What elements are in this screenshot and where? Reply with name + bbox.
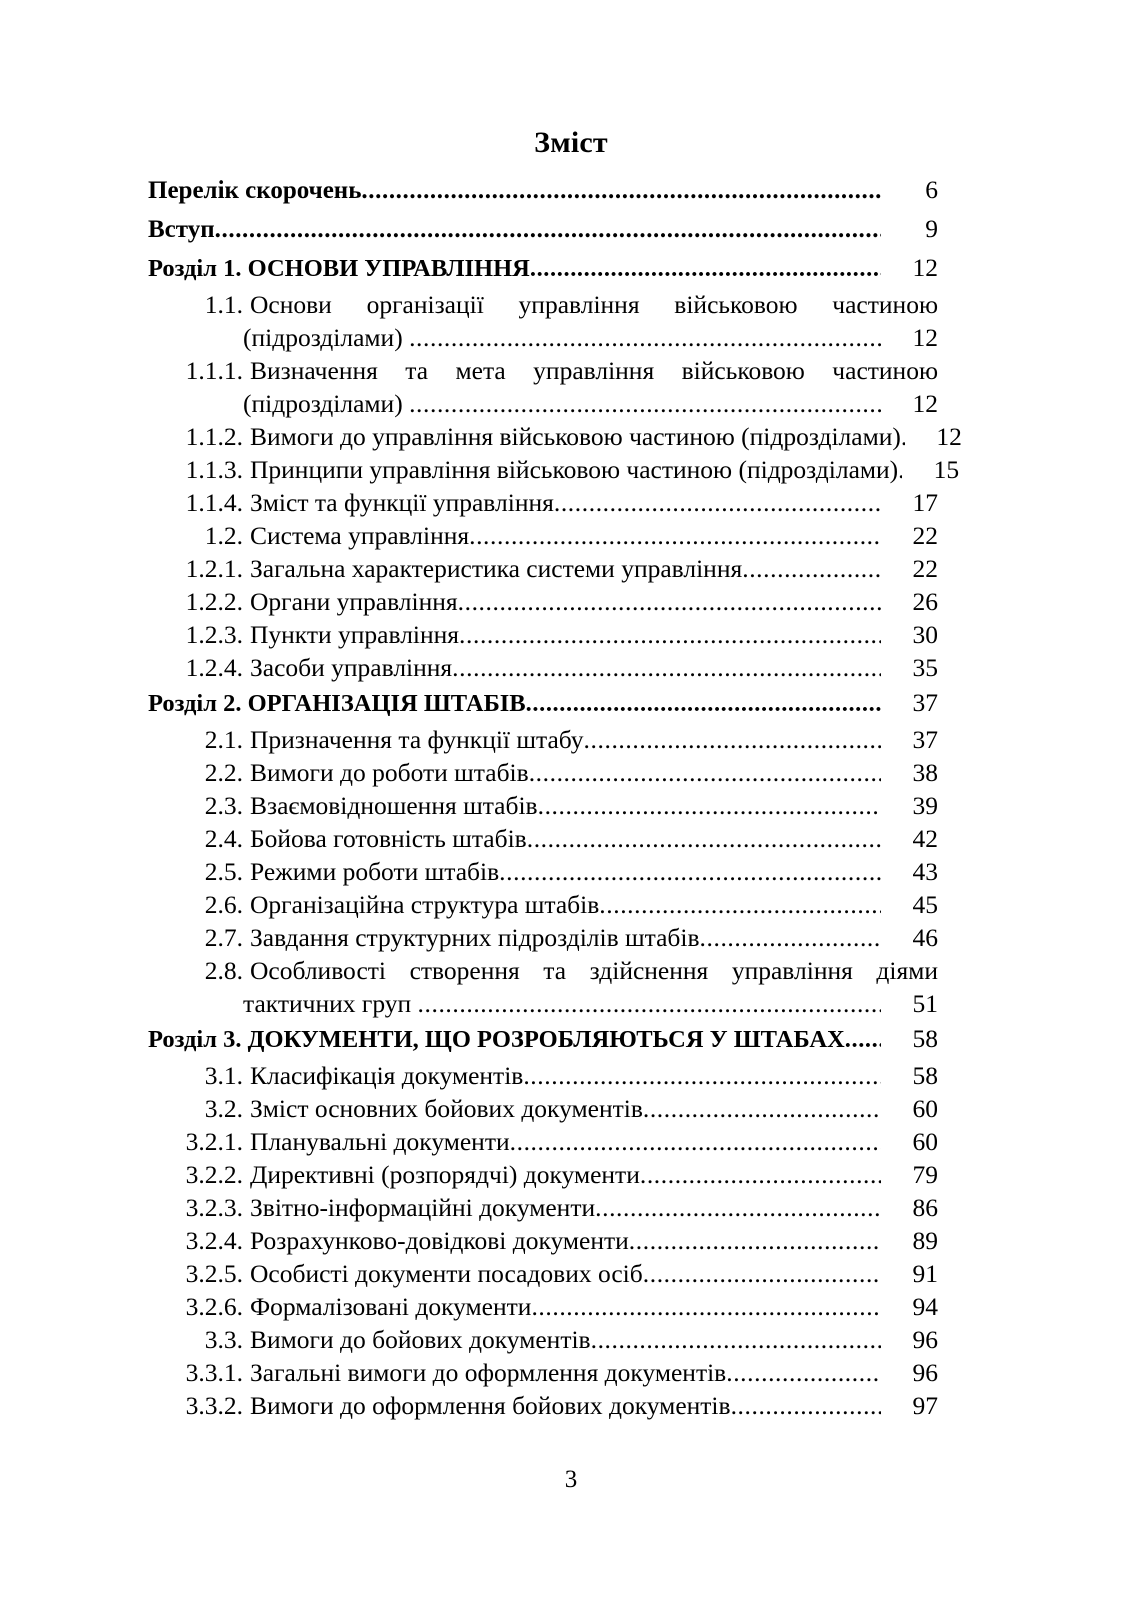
dot-leader [499, 855, 881, 888]
toc-page-number: 26 [912, 587, 938, 616]
toc-entry-number: 1.1.4. [185, 488, 243, 517]
toc-entry-number: Розділ 3. [148, 1026, 248, 1053]
toc-entry-number: 3.2.2. [185, 1160, 243, 1189]
toc-entry[interactable] [148, 1323, 938, 1356]
toc-page-number: 51 [912, 989, 938, 1018]
dot-leader [458, 585, 881, 618]
dot-leader [459, 618, 881, 651]
toc-page-number: 96 [912, 1325, 938, 1354]
dot-leader [595, 1191, 881, 1224]
toc-entry-label: Зміст та функції управління [250, 488, 554, 517]
dot-leader [215, 211, 881, 249]
dot-leader [554, 486, 881, 519]
toc-entry-label: Вимоги до бойових документів [250, 1325, 591, 1354]
dot-leader [530, 250, 881, 288]
toc-entry-number: 2.7. [204, 923, 243, 952]
dot-leader [898, 453, 902, 486]
toc-entry-number: 2.2. [204, 758, 243, 787]
toc-entry-label: Класифікація документів [250, 1061, 524, 1090]
toc-entry-number: 2.6. [204, 890, 243, 919]
toc-entry[interactable] [148, 1290, 938, 1323]
dot-leader [599, 888, 881, 921]
toc-entry[interactable] [148, 1257, 938, 1290]
toc-entry[interactable] [148, 954, 938, 1020]
toc-entry-label-continued: (підрозділами) [243, 389, 410, 418]
toc-entry-number: 1.2.3. [185, 620, 243, 649]
toc-entry-number: 1.1.2. [185, 422, 243, 451]
toc-page-number: 12 [912, 389, 938, 418]
dot-leader [523, 1059, 881, 1092]
dot-leader [526, 685, 881, 723]
toc-page-number: 97 [912, 1391, 938, 1420]
toc-entry-label: Вступ [148, 216, 215, 243]
toc-page-number: 45 [912, 890, 938, 919]
toc-entry[interactable] [148, 1125, 938, 1158]
toc-page-number: 86 [912, 1193, 938, 1222]
toc-page-number: 37 [912, 725, 938, 754]
toc-page-number: 17 [912, 488, 938, 517]
toc-entry[interactable] [148, 453, 960, 486]
toc-entry-number: 1.2. [204, 521, 243, 550]
toc-entry-label: Визначення та мета управління військовою частиною [250, 356, 938, 385]
toc-page-number: 60 [912, 1127, 938, 1156]
toc-entry[interactable] [148, 420, 962, 453]
toc-entry[interactable] [148, 354, 938, 420]
dot-leader [901, 420, 905, 453]
table-of-contents [148, 171, 962, 1422]
dot-leader [629, 1224, 881, 1257]
toc-entry[interactable] [148, 789, 938, 822]
toc-page-number: 43 [912, 857, 938, 886]
toc-entry-number: 1.2.1. [185, 554, 243, 583]
dot-leader [529, 756, 881, 789]
dot-leader [531, 1290, 881, 1323]
toc-entry-number: 3.3.2. [185, 1391, 243, 1420]
toc-entry[interactable] [148, 1092, 938, 1125]
toc-page-number: 9 [925, 214, 938, 243]
toc-entry-label: Принципи управління військовою частиною (підрозділами) [250, 455, 899, 484]
toc-entry[interactable] [148, 1059, 938, 1092]
toc-entry-label: ОРГАНІЗАЦІЯ ШТАБІВ [247, 690, 526, 717]
toc-entry-label: Директивні (розпорядчі) документи [250, 1160, 640, 1189]
toc-entry[interactable] [148, 1191, 938, 1224]
toc-page-number: 94 [912, 1292, 938, 1321]
dot-leader [643, 1257, 881, 1290]
dot-leader [538, 789, 881, 822]
toc-entry[interactable] [148, 618, 938, 651]
toc-entry-label: Особливості створення та здійснення управління діями [250, 956, 938, 985]
toc-entry-label-continued: тактичних груп [243, 989, 418, 1018]
toc-entry-label: Органи управління [250, 587, 458, 616]
toc-entry[interactable] [148, 210, 938, 249]
toc-entry-number: 3.3. [204, 1325, 243, 1354]
toc-entry-label: Організаційна структура штабів [250, 890, 600, 919]
toc-entry-label-continued: (підрозділами) [243, 323, 410, 352]
page-title: Зміст [534, 126, 608, 159]
toc-entry[interactable] [148, 888, 938, 921]
toc-entry[interactable] [148, 288, 938, 354]
toc-entry-number: 2.5. [204, 857, 243, 886]
dot-leader [409, 321, 881, 354]
toc-entry-number: 3.2.1. [185, 1127, 243, 1156]
toc-entry-number: 3.2.6. [185, 1292, 243, 1321]
toc-entry[interactable] [148, 249, 938, 288]
toc-entry-label: Планувальні документи [250, 1127, 510, 1156]
toc-entry-number: 2.4. [204, 824, 243, 853]
toc-page-number: 96 [912, 1358, 938, 1387]
toc-entry[interactable] [148, 855, 938, 888]
toc-entry-label: Вимоги до оформлення бойових документів [250, 1391, 731, 1420]
toc-entry[interactable] [148, 822, 938, 855]
toc-page-number: 12 [912, 253, 938, 282]
toc-page-number: 15 [933, 455, 960, 484]
toc-entry[interactable] [148, 1389, 938, 1422]
toc-entry-number: Розділ 2. [148, 690, 248, 717]
toc-entry-label: Засоби управління [250, 653, 453, 682]
toc-entry[interactable] [148, 486, 938, 519]
toc-entry[interactable] [148, 723, 938, 756]
dot-leader [845, 1021, 881, 1059]
toc-entry-number: 1.1.1. [185, 356, 243, 385]
toc-entry-label: Особисті документи посадових осіб [250, 1259, 643, 1288]
toc-entry-label: Завдання структурних підрозділів штабів [250, 923, 700, 952]
toc-entry-label: Система управління [250, 521, 470, 550]
toc-entry-label: Звітно-інформаційні документи [250, 1193, 596, 1222]
toc-page-number: 30 [912, 620, 938, 649]
toc-page-number: 35 [912, 653, 938, 682]
dot-leader [409, 387, 881, 420]
dot-leader [510, 1125, 881, 1158]
toc-entry[interactable] [148, 921, 938, 954]
toc-entry[interactable] [148, 1224, 938, 1257]
toc-page-number: 22 [912, 554, 938, 583]
toc-page-number: 89 [912, 1226, 938, 1255]
toc-entry-number: 3.2.5. [185, 1259, 243, 1288]
toc-entry-label: Вимоги до управління військовою частиною (підрозділами) [250, 422, 901, 451]
toc-page-number: 46 [912, 923, 938, 952]
toc-entry-label: Бойова готовність штабів [250, 824, 527, 853]
toc-entry-label: Розрахунково-довідкові документи [250, 1226, 629, 1255]
toc-entry-number: 3.2.4. [185, 1226, 243, 1255]
toc-page-number: 42 [912, 824, 938, 853]
dot-leader [640, 1158, 881, 1191]
toc-entry[interactable] [148, 1158, 938, 1191]
toc-entry[interactable] [148, 171, 938, 210]
toc-entry-label: Пункти управління [250, 620, 460, 649]
toc-entry[interactable] [148, 684, 938, 723]
dot-leader [584, 723, 881, 756]
dot-leader [726, 1356, 881, 1389]
toc-page-number: 6 [925, 175, 938, 204]
toc-entry-label: ОСНОВИ УПРАВЛІННЯ [247, 255, 530, 282]
toc-entry-number: 1.2.2. [185, 587, 243, 616]
toc-entry-label: Вимоги до роботи штабів [250, 758, 529, 787]
toc-entry[interactable] [148, 1020, 938, 1059]
toc-page-number: 79 [912, 1160, 938, 1189]
toc-entry-number: 2.8. [204, 956, 243, 985]
toc-page-number: 12 [912, 323, 938, 352]
toc-page-number: 39 [912, 791, 938, 820]
dot-leader [361, 172, 881, 210]
toc-entry[interactable] [148, 585, 938, 618]
toc-page-number: 58 [912, 1024, 938, 1053]
footer-page-number: 3 [564, 1466, 578, 1493]
toc-entry-label: Загальні вимоги до оформлення документів [250, 1358, 727, 1387]
dot-leader [731, 1389, 881, 1422]
toc-entry[interactable] [148, 756, 938, 789]
toc-entry-number: 2.3. [204, 791, 243, 820]
toc-entry-label: Взаємовідношення штабів [250, 791, 538, 820]
toc-entry[interactable] [148, 552, 938, 585]
dot-leader [643, 1092, 881, 1125]
dot-leader [527, 822, 881, 855]
toc-entry-label: Загальна характеристика системи управління [250, 554, 743, 583]
toc-page-number: 91 [912, 1259, 938, 1288]
toc-entry[interactable] [148, 519, 938, 552]
toc-entry-number: 3.1. [204, 1061, 243, 1090]
dot-leader [469, 519, 881, 552]
toc-entry-label: ДОКУМЕНТИ, ЩО РОЗРОБЛЯЮТЬСЯ У ШТАБАХ [247, 1026, 845, 1053]
toc-entry-number: 1.2.4. [185, 653, 243, 682]
toc-page-number: 60 [912, 1094, 938, 1123]
toc-page-number: 22 [912, 521, 938, 550]
toc-entry[interactable] [148, 651, 938, 684]
toc-entry-label: Зміст основних бойових документів [250, 1094, 643, 1123]
toc-entry-label: Основи організації управління військовою частиною [250, 290, 938, 319]
toc-entry-number: 3.3.1. [185, 1358, 243, 1387]
dot-leader [742, 552, 881, 585]
toc-page-number: 38 [912, 758, 938, 787]
toc-page-number: 12 [936, 422, 962, 451]
toc-entry-number: 1.1.3. [185, 455, 243, 484]
dot-leader [591, 1323, 881, 1356]
toc-entry[interactable] [148, 1356, 938, 1389]
toc-entry-number: 1.1. [204, 290, 243, 319]
toc-entry-label: Перелік скорочень [148, 177, 362, 204]
toc-page-number: 37 [912, 688, 938, 717]
toc-entry-number: 3.2.3. [185, 1193, 243, 1222]
dot-leader [452, 651, 881, 684]
toc-entry-number: 2.1. [204, 725, 243, 754]
dot-leader [700, 921, 881, 954]
toc-entry-label: Призначення та функції штабу [250, 725, 584, 754]
toc-entry-label: Формалізовані документи [250, 1292, 532, 1321]
toc-entry-number: Розділ 1. [148, 255, 248, 282]
dot-leader [418, 987, 881, 1020]
toc-page-number: 58 [912, 1061, 938, 1090]
toc-entry-number: 3.2. [204, 1094, 243, 1123]
toc-entry-label: Режими роботи штабів [250, 857, 500, 886]
